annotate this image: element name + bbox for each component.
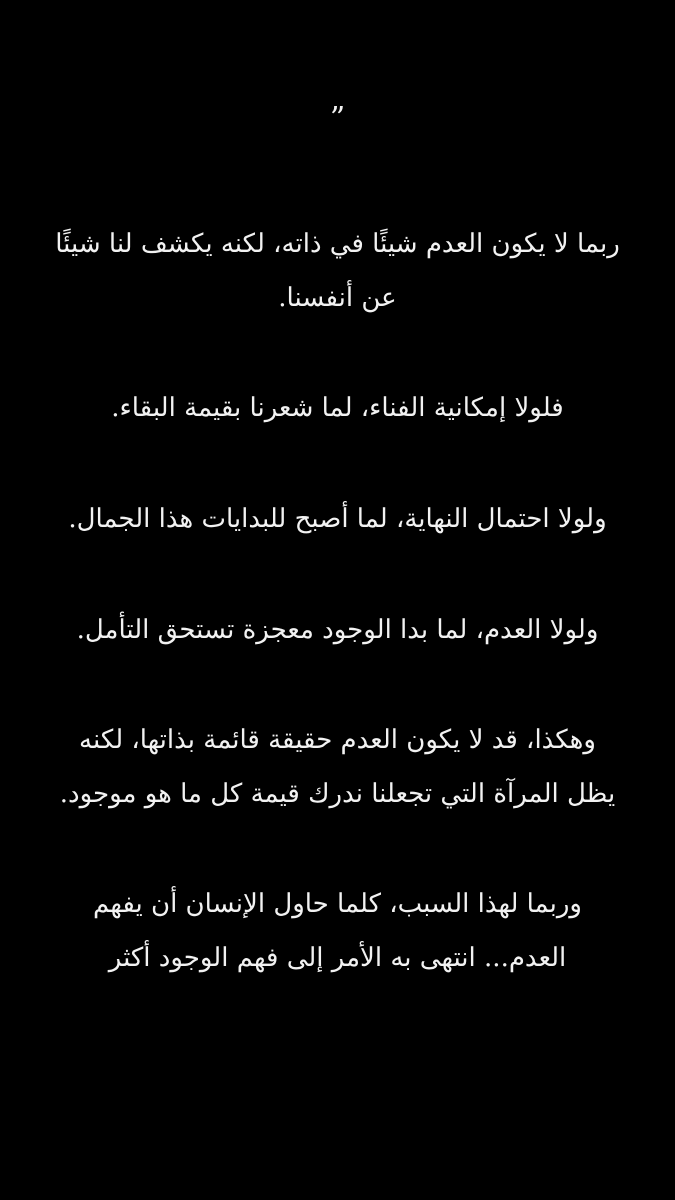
paragraph-6 (50, 877, 625, 985)
paragraph-5-line-1: وهكذا، قد لا يكون العدم حقيقة قائمة بذاتها، لكنه (79, 725, 596, 755)
paragraph-2-line-1: فلولا إمكانية الفناء، لما شعرنا بقيمة البقاء. (111, 393, 564, 423)
paragraph-1-line-2: عن أنفسنا. (278, 283, 397, 313)
paragraph-1 (50, 217, 625, 325)
opening-quote-mark: ” (329, 101, 346, 136)
paragraph-5-line-2: يظل المرآة التي تجعلنا ندرك قيمة كل ما هو موجود. (59, 779, 616, 809)
paragraph-6-line-1: وربما لهذا السبب، كلما حاول الإنسان أن يفهم (93, 889, 582, 919)
paragraph-1-line-1: ربما لا يكون العدم شيئًا في ذاته، لكنه يكشف لنا شيئًا (55, 229, 620, 259)
paragraph-3 (50, 492, 625, 546)
paragraph-3-line-1: ولولا احتمال النهاية، لما أصبح للبدايات هذا الجمال. (68, 504, 607, 534)
paragraph-5 (50, 713, 625, 821)
paragraph-2 (50, 381, 625, 435)
paragraph-4 (50, 603, 625, 657)
paragraph-4-line-1: ولولا العدم، لما بدا الوجود معجزة تستحق التأمل. (76, 615, 599, 645)
paragraph-6-line-2: العدم... انتهى به الأمر إلى فهم الوجود أكثر (108, 943, 567, 973)
